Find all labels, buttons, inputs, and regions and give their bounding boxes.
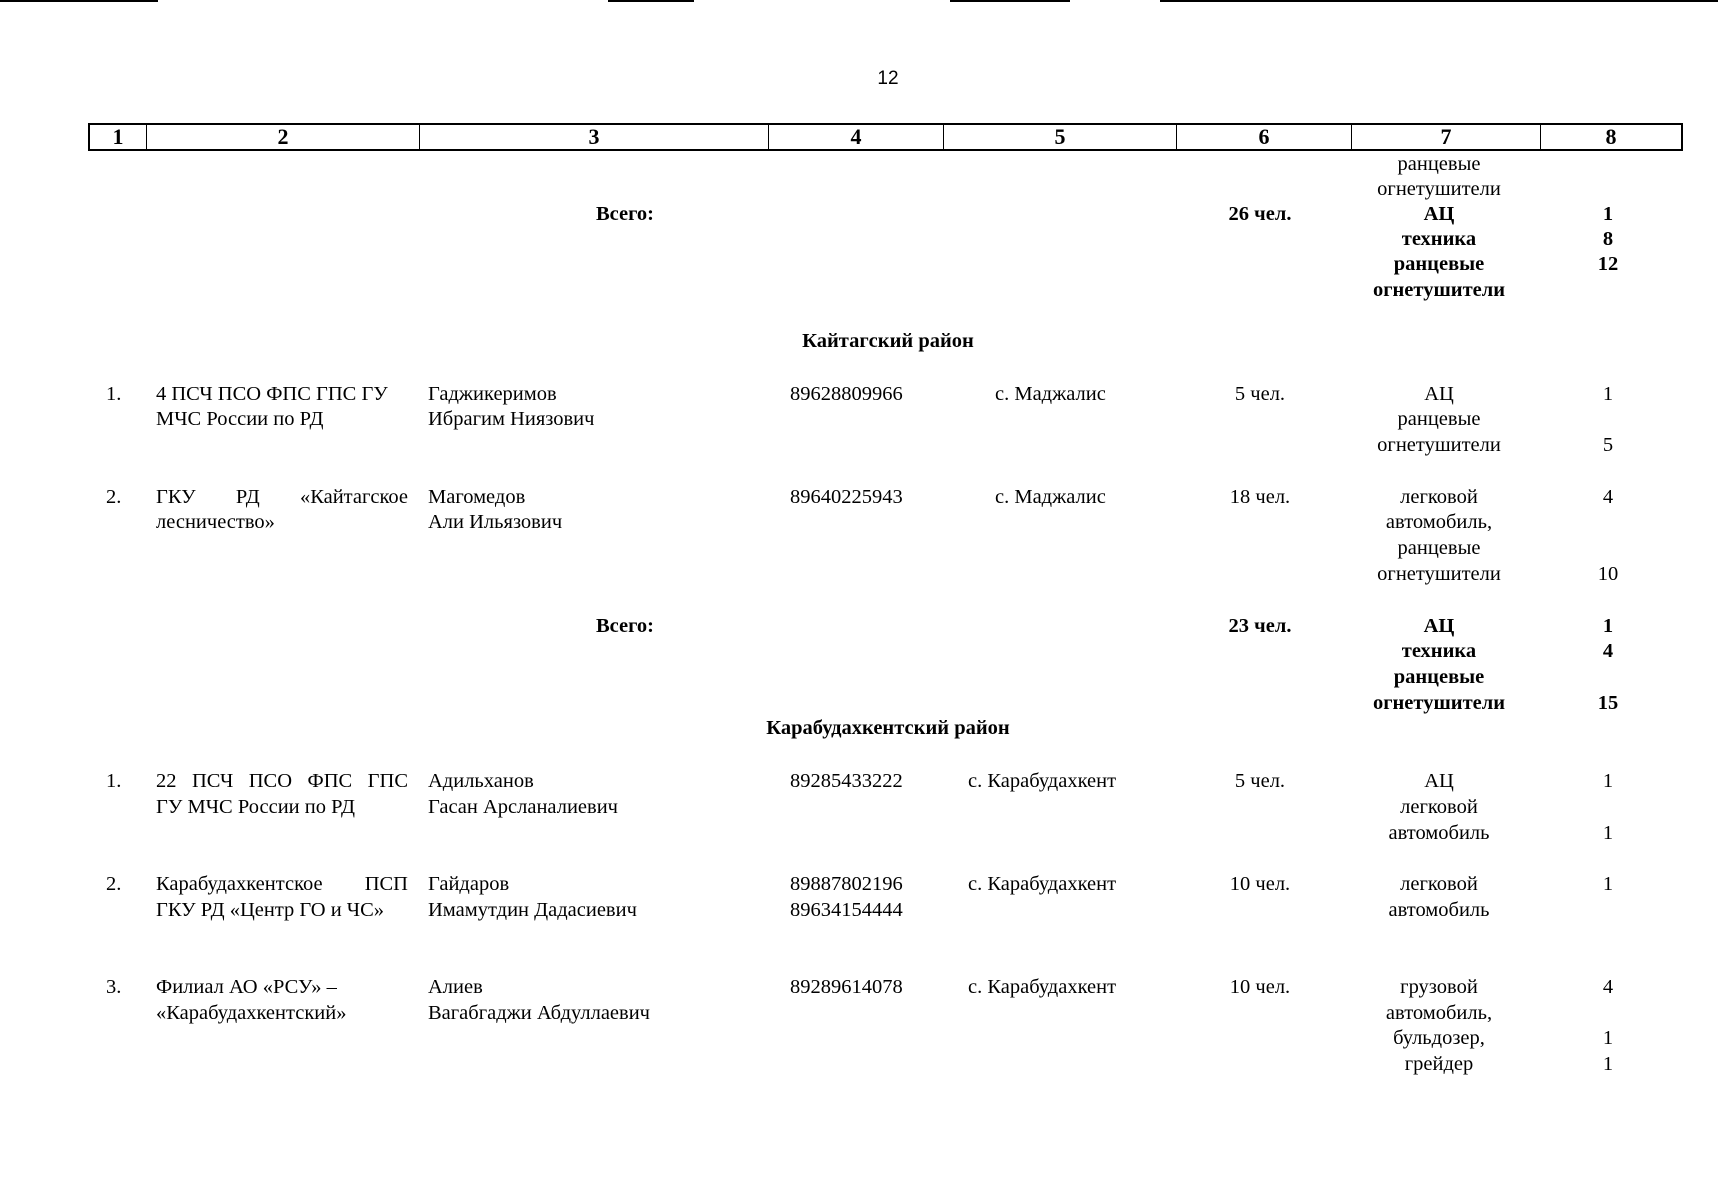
equipment-line: огнетушители (1377, 563, 1501, 585)
organization-line: ГУ МЧС России по РД (156, 796, 355, 818)
person-line: Адильханов (428, 770, 534, 792)
total-item-name: АЦ (1423, 615, 1455, 637)
row-number: 1. (106, 770, 122, 792)
equipment-line: автомобиль (1388, 899, 1490, 921)
people-count: 5 чел. (1234, 770, 1286, 792)
phone-number: 89640225943 (790, 486, 903, 508)
total-label: Всего: (596, 203, 654, 225)
person-line: Вагабгаджи Абдуллаевич (428, 1002, 650, 1024)
person-line: Имамутдин Дадасиевич (428, 899, 637, 921)
section-title: Кайтагский район (802, 330, 974, 352)
phone-number: 89634154444 (790, 899, 903, 921)
equipment-line: огнетушители (1377, 434, 1501, 456)
equipment-line: АЦ (1424, 383, 1454, 405)
equipment-line: грузовой (1400, 976, 1478, 998)
organization-line: Карабудахкентское ПСП (156, 873, 408, 895)
phone-number: 89887802196 (790, 873, 903, 895)
row-number: 3. (106, 976, 122, 998)
place: с. Карабудахкент (968, 976, 1117, 998)
equipment-count: 1 (1602, 873, 1614, 895)
place: с. Маджалис (995, 383, 1106, 405)
total-item-count: 1 (1602, 615, 1614, 637)
organization-line: 4 ПСЧ ПСО ФПС ГПС ГУ (156, 383, 388, 405)
equipment-line: АЦ (1424, 770, 1454, 792)
organization-line: лесничество» (156, 511, 275, 533)
equipment-count: 10 (1597, 563, 1619, 585)
total-item-name: огнетушители (1372, 692, 1506, 714)
organization-line: Филиал АО «РСУ» – (156, 976, 337, 998)
equipment-line: огнетушители (1377, 178, 1501, 200)
total-people: 26 чел. (1228, 203, 1292, 225)
header-col-5: 5 (944, 125, 1177, 149)
total-item-name: техника (1401, 640, 1477, 662)
organization-line: ГКУ РД «Центр ГО и ЧС» (156, 899, 385, 921)
page-number: 12 (877, 68, 899, 89)
equipment-line: ранцевые (1397, 537, 1481, 559)
equipment-line: автомобиль (1388, 822, 1490, 844)
total-item-name: огнетушители (1372, 279, 1506, 301)
total-item-name: техника (1401, 228, 1477, 250)
equipment-line: автомобиль, (1385, 511, 1493, 533)
total-item-name: ранцевые (1393, 666, 1485, 688)
person-line: Али Ильязович (428, 511, 563, 533)
equipment-line: ранцевые (1397, 408, 1481, 430)
header-col-3: 3 (420, 125, 769, 149)
organization-line: 22 ПСЧ ПСО ФПС ГПС (156, 770, 408, 792)
equipment-line: легковой (1400, 796, 1478, 818)
people-count: 10 чел. (1229, 873, 1291, 895)
total-item-name: АЦ (1423, 203, 1455, 225)
total-item-count: 1 (1602, 203, 1614, 225)
person-line: Ибрагим Ниязович (428, 408, 595, 430)
place: с. Маджалис (995, 486, 1106, 508)
equipment-count: 4 (1602, 486, 1614, 508)
row-number: 2. (106, 873, 122, 895)
equipment-line: легковой (1400, 486, 1478, 508)
person-line: Гаджикеримов (428, 383, 557, 405)
header-col-8: 8 (1605, 124, 1617, 149)
equipment-line: легковой (1400, 873, 1478, 895)
person-line: Алиев (428, 976, 483, 998)
organization-line: «Карабудахкентский» (156, 1002, 347, 1024)
equipment-count: 5 (1602, 434, 1614, 456)
phone-number: 89289614078 (790, 976, 903, 998)
total-people: 23 чел. (1228, 615, 1292, 637)
people-count: 10 чел. (1229, 976, 1291, 998)
header-col-2: 2 (147, 125, 420, 149)
equipment-count: 1 (1602, 383, 1614, 405)
total-item-count: 12 (1597, 253, 1619, 275)
header-col-7: 7 (1352, 125, 1541, 149)
row-number: 1. (106, 383, 122, 405)
place: с. Карабудахкент (968, 873, 1117, 895)
organization-line: ГКУ РД «Кайтагское (156, 486, 408, 508)
header-col-1: 1 (90, 125, 147, 149)
person-line: Гасан Арсланалиевич (428, 796, 618, 818)
phone-number: 89628809966 (790, 383, 903, 405)
total-item-count: 4 (1602, 640, 1614, 662)
equipment-count: 1 (1602, 1027, 1614, 1049)
equipment-count: 4 (1602, 976, 1614, 998)
place: с. Карабудахкент (968, 770, 1117, 792)
person-line: Магомедов (428, 486, 526, 508)
equipment-line: бульдозер, (1393, 1027, 1485, 1049)
total-label: Всего: (596, 615, 654, 637)
total-item-count: 8 (1602, 228, 1614, 250)
equipment-count: 1 (1602, 770, 1614, 792)
row-number: 2. (106, 486, 122, 508)
equipment-line: автомобиль, (1385, 1002, 1493, 1024)
section-title: Карабудахкентский район (766, 717, 1010, 739)
person-line: Гайдаров (428, 873, 510, 895)
header-col-4: 4 (769, 125, 944, 149)
people-count: 5 чел. (1234, 383, 1286, 405)
people-count: 18 чел. (1229, 486, 1291, 508)
phone-number: 89285433222 (790, 770, 903, 792)
equipment-count: 1 (1602, 1053, 1614, 1075)
equipment-line: грейдер (1404, 1053, 1474, 1075)
total-item-name: ранцевые (1393, 253, 1485, 275)
total-item-count: 15 (1597, 692, 1619, 714)
equipment-line: ранцевые (1397, 153, 1481, 175)
header-col-6: 6 (1177, 125, 1352, 149)
equipment-count: 1 (1602, 822, 1614, 844)
organization-line: МЧС России по РД (156, 408, 324, 430)
